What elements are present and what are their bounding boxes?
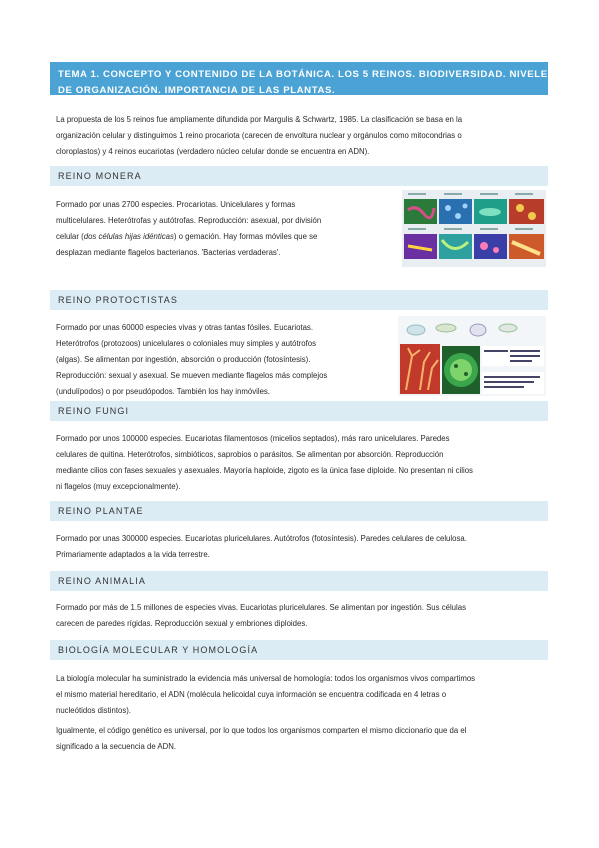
monera-line: Formado por unas 2700 especies. Procariotas. Unicelulares y formas (56, 200, 296, 209)
protoctistas-line: (algas). Se alimentan por ingestión, absorción o producción (fotosíntesis). (56, 355, 311, 364)
monera-italic: dos células hijas idénticas (83, 232, 174, 241)
animalia-line: Formado por más de 1.5 millones de especies vivas. Eucariotas pluricelulares. Se alimentan por ingestión. Sus células (56, 603, 466, 612)
page-title (50, 62, 555, 96)
section-heading-animalia: REINO ANIMALIA (50, 571, 548, 591)
monera-text: ) o gemación. Hay formas móviles que se (173, 232, 318, 241)
protoctistas-line: Formado por unas 60000 especies vivas y otras tantas fósiles. Eucariotas. (56, 323, 313, 332)
plantae-line: Formado por unas 300000 especies. Eucariotas pluricelulares. Autótrofos (fotosíntesis). Paredes celulares de celulosa. (56, 534, 467, 543)
title-line-1: TEMA 1. CONCEPTO Y CONTENIDO DE LA BOTÁNICA. LOS 5 REINOS. BIODIVERSIDAD. NIVELES (58, 69, 555, 80)
biologia-paragraph-1 (50, 671, 548, 719)
monera-text: celular ( (56, 232, 84, 241)
fungi-line: mediante cilios con fases sexuales y asexuales. Mayoría haploide, zigoto es la única fase diploide. No presentan ni cilios (56, 466, 473, 475)
fungi-line: celulares de quitina. Heterótrofos, simbióticos, saprobios o parásitos. Se alimentan por absorción. Reproducción (56, 450, 444, 459)
section-heading-biologia: BIOLOGÍA MOLECULAR Y HOMOLOGÍA (50, 640, 548, 660)
monera-line: multicelulares. Heterótrofas y autótrofas. Reproducción: asexual, por división (56, 216, 322, 225)
section-heading-plantae: REINO PLANTAE (50, 501, 548, 521)
fungi-line: ni flagelos (muy excepcionalmente). (56, 482, 181, 491)
fungi-paragraph (50, 431, 548, 495)
plantae-line: Primariamente adaptados a la vida terrestre. (56, 550, 210, 559)
monera-line: desplazan mediante flagelos bacterianos. 'Bacterias verdaderas'. (56, 248, 281, 257)
section-heading-fungi: REINO FUNGI (50, 401, 548, 421)
protoctistas-line: (undulípodos) o por pseudópodos. También los hay inmóviles. (56, 387, 270, 396)
title-line-2: DE ORGANIZACIÓN. IMPORTANCIA DE LAS PLANTAS. (58, 85, 336, 96)
protoctistas-line: Heterótrofos (protozoos) unicelulares o coloniales muy simples y autótrofos (56, 339, 317, 348)
monera-paragraph (50, 197, 400, 261)
biologia-paragraph-2 (50, 723, 548, 755)
protoctistas-line: Reproducción: sexual y asexual. Se mueven mediante flagelos más complejos (56, 371, 328, 380)
biologia-line: La biología molecular ha suministrado la evidencia más universal de homología: todos los organismos vivos compartimos (56, 674, 476, 683)
animalia-line: carecen de paredes rígidas. Reproducción sexual y embriones diploides. (56, 619, 308, 628)
protists-image (398, 316, 546, 396)
intro-line: cloroplastos) y 4 reinos eucariotas (verdadero núcleo celular donde se encuentra en ADN). (56, 147, 370, 156)
plantae-paragraph (50, 531, 548, 563)
section-heading-protoctistas: REINO PROTOCTISTAS (50, 290, 548, 310)
biologia-line: significado a la secuencia de ADN. (56, 742, 177, 751)
protoctistas-paragraph (50, 320, 398, 400)
fungi-line: Formado por unos 100000 especies. Eucariotas filamentosos (micelios septados), más raro unicelulares. Paredes (56, 434, 450, 443)
animalia-paragraph (50, 600, 548, 632)
intro-line: organización celular y distinguimos 1 reino procariota (carecen de envoltura nuclear y orgánulos como mitocondrias o (56, 131, 462, 140)
biologia-line: el mismo material hereditario, el ADN (molécula helicoidal cuya información se encuentra codificada en 4 letras o (56, 690, 447, 699)
intro-line: La propuesta de los 5 reinos fue ampliamente difundida por Margulis & Schwartz, 1985. La clasificación se basa en la (56, 115, 463, 124)
section-heading-monera: REINO MONERA (50, 166, 548, 186)
biologia-line: nucleótidos distintos). (56, 706, 131, 715)
intro-paragraph (50, 112, 548, 160)
bacteria-image (402, 190, 546, 267)
monera-line (56, 229, 394, 245)
biologia-line: Igualmente, el código genético es universal, por lo que todos los organismos comparten el mismo diccionario que da el (56, 726, 467, 735)
